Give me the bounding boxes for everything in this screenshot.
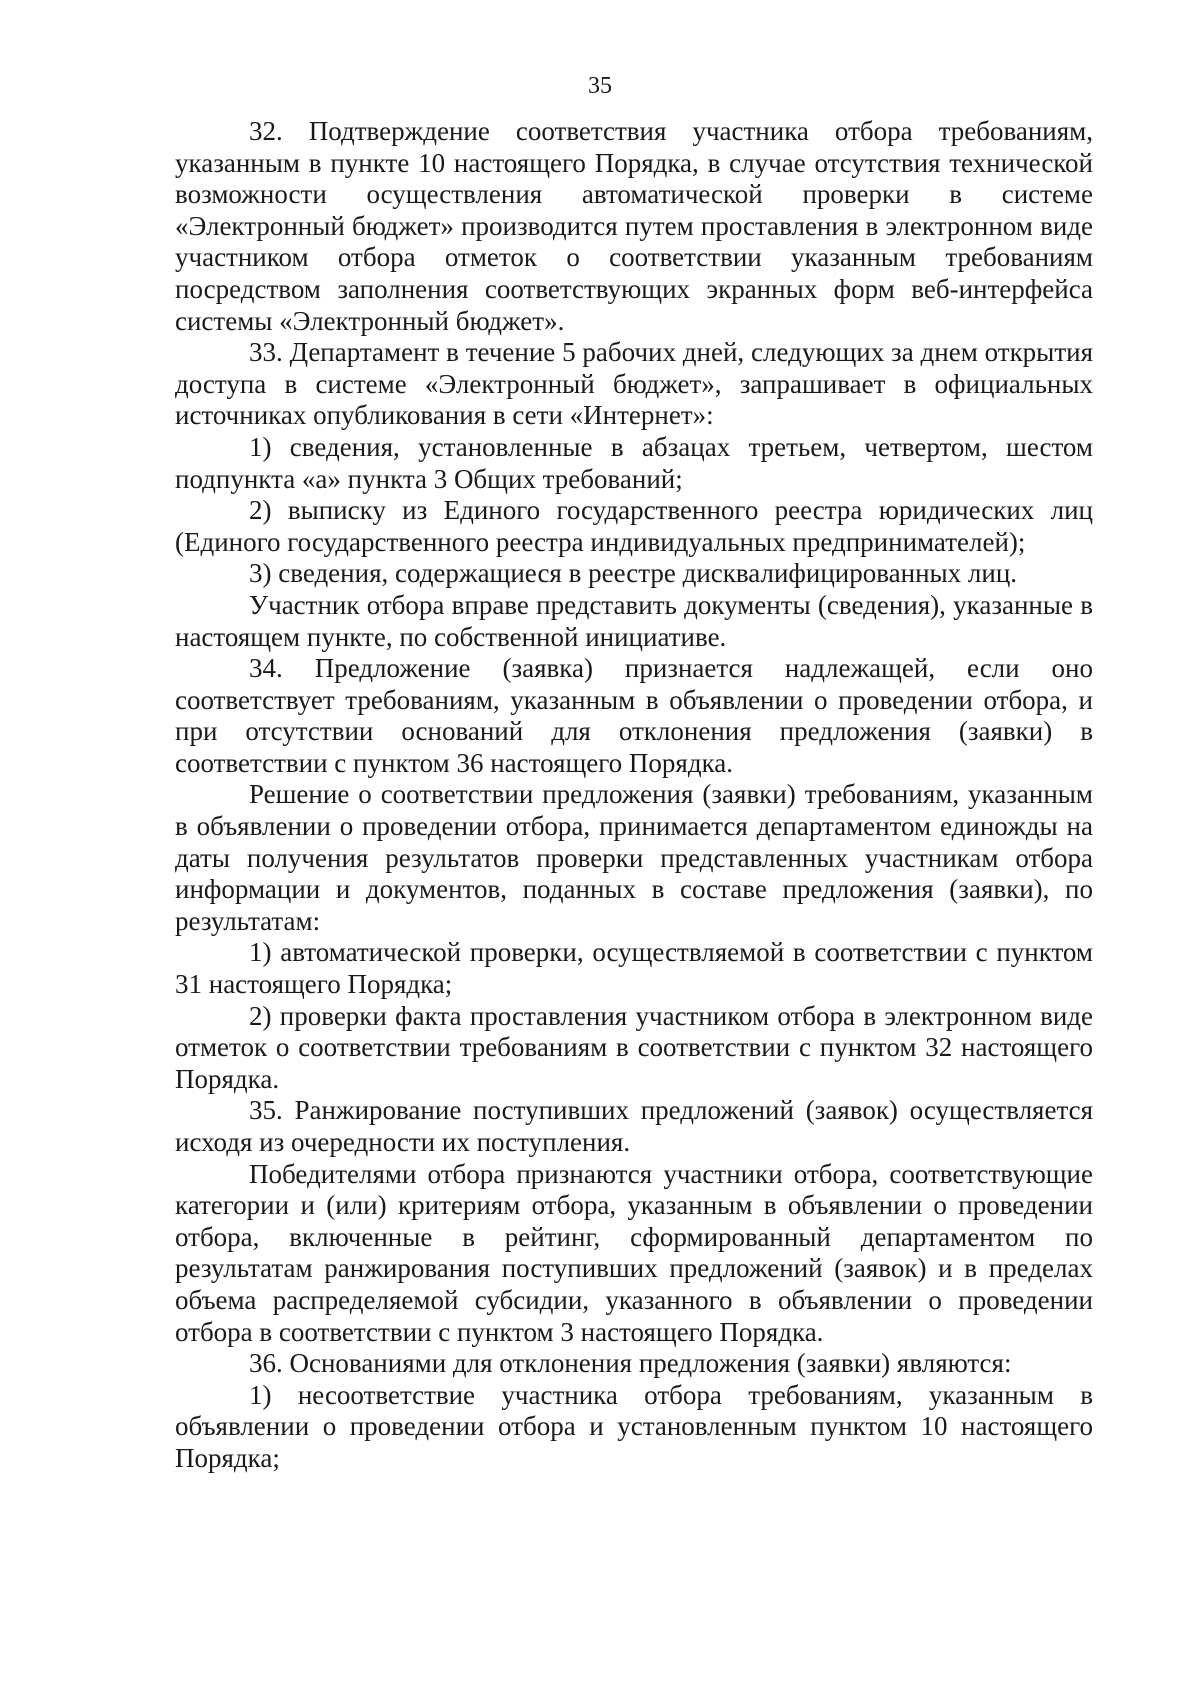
paragraph-36: 36. Основаниями для отклонения предложения (заявки) являются: — [249, 1348, 1012, 1379]
paragraph-32: 32. Подтверждение соответствия участника отбора требованиям, указанным в пункте 10 настоящего Порядка, в случае отсутствия технической возможности осуществления автоматической проверки в системе «Электронный бюджет» производится путем проставления в электронном виде участником отбора отметок о соответствии указанным требованиям посредством заполнения соответствующих экранных форм веб-интерфейса системы «Электронный бюджет». — [175, 116, 1093, 336]
paragraph-34-item-1: 1) автоматической проверки, осуществляемой в соответствии с пунктом 31 настоящего Порядка; — [175, 937, 1093, 1000]
paragraph-36-item-1: 1) несоответствие участника отбора требованиям, указанным в объявлении о проведении отбора и установленным пунктом 10 настоящего Порядка; — [175, 1379, 1093, 1473]
paragraph-34-item-2: 2) проверки факта проставления участником отбора в электронном виде отметок о соответствии требованиям в соответствии с пунктом 32 настоящего Порядка. — [175, 1000, 1093, 1094]
paragraph-34: 34. Предложение (заявка) признается надлежащей, если оно соответствует требованиям, указанным в объявлении о проведении отбора, и при отсутствии оснований для отклонения предложения (заявки) в соответствии с пунктом 36 настоящего Порядка. — [175, 653, 1093, 778]
paragraph-33: 33. Департамент в течение 5 рабочих дней, следующих за днем открытия доступа в системе «Электронный бюджет», запрашивает в официальных источниках опубликования в сети «Интернет»: — [175, 337, 1093, 431]
paragraph-35: 35. Ранжирование поступивших предложений (заявок) осуществляется исходя из очередности их поступления. — [175, 1095, 1093, 1157]
paragraph-33-note: Участник отбора вправе представить документы (сведения), указанные в настоящем пункте, по собственной инициативе. — [175, 589, 1093, 652]
page-number: 35 — [588, 73, 612, 99]
paragraph-33-item-3: 3) сведения, содержащиеся в реестре дисквалифицированных лиц. — [249, 558, 1018, 589]
paragraph-33-item-2: 2) выписку из Единого государственного реестра юридических лиц (Единого государственного реестра индивидуальных предпринимателей); — [175, 495, 1093, 557]
document-body — [175, 116, 1093, 1475]
paragraph-34-decision: Решение о соответствии предложения (заявки) требованиям, указанным в объявлении о проведении отбора, принимается департаментом единожды на даты получения результатов проверки представленных участникам отбора информации и документов, поданных в составе предложения (заявки), по результатам: — [175, 779, 1093, 936]
paragraph-35-winners: Победителями отбора признаются участники отбора, соответствующие категории и (или) критериям отбора, указанным в объявлении о проведении отбора, включенные в рейтинг, сформированный департаментом по результатам ранжирования поступивших предложений (заявок) и в пределах объема распределяемой субсидии, указанного в объявлении о проведении отбора в соответствии с пунктом 3 настоящего Порядка. — [175, 1158, 1093, 1347]
paragraph-33-item-1: 1) сведения, установленные в абзацах третьем, четвертом, шестом подпункта «а» пункта 3 Общих требований; — [175, 431, 1093, 494]
